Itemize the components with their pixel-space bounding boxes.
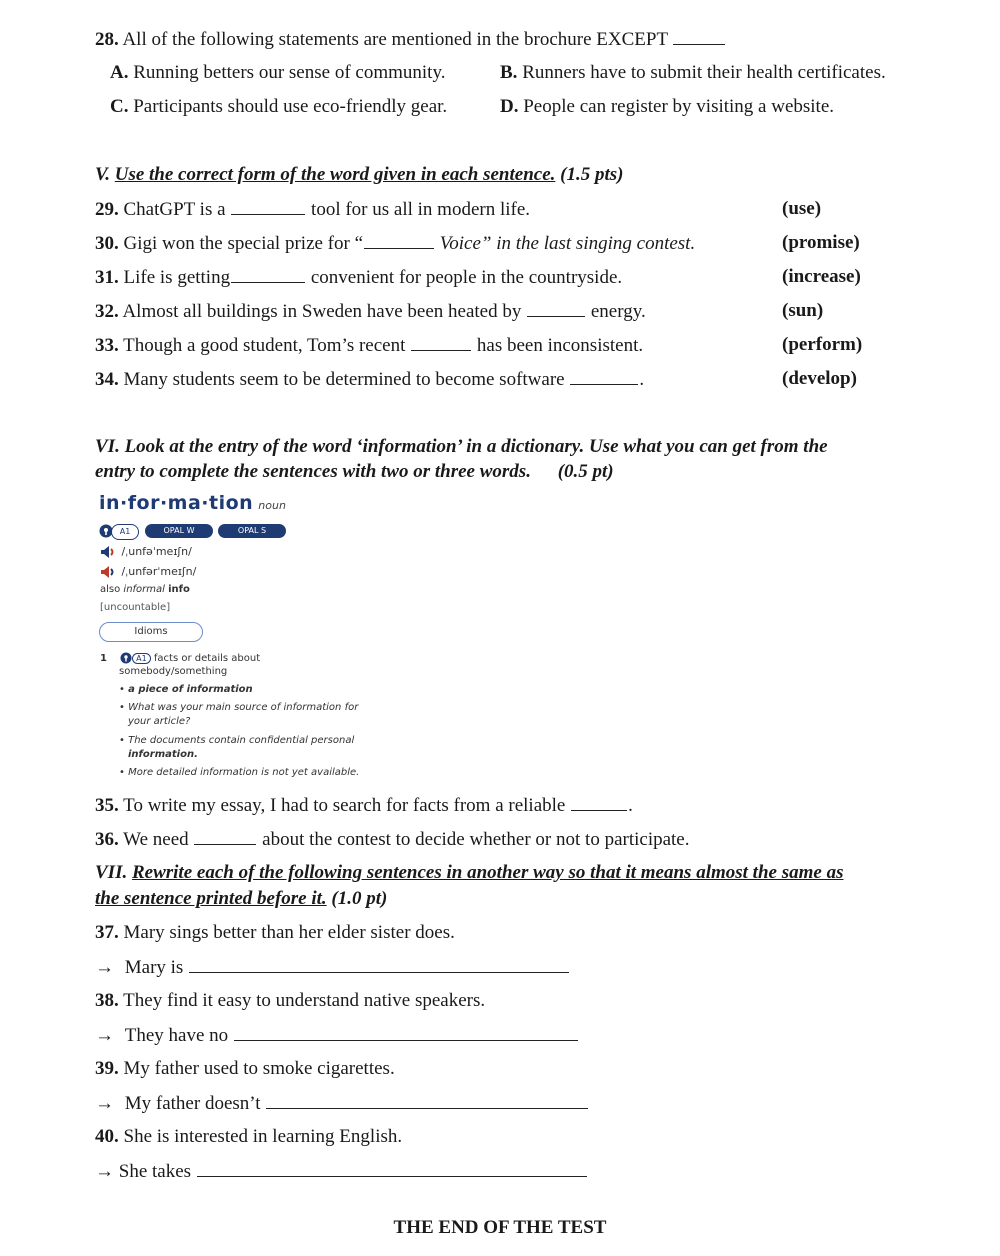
example-2-continued: your article? [128,716,191,727]
question-number: 39. [95,1058,119,1079]
example-text: The documents contain confidential personal [128,735,355,746]
option-text: People can register by visiting a website. [523,96,835,117]
question-30 [95,232,695,255]
definition-continued: somebody/something [119,666,228,677]
option-text: Participants should use eco-friendly gear. [133,96,448,117]
question-number: 38. [95,990,119,1011]
option-c[interactable] [110,96,447,118]
answer-blank[interactable] [527,300,585,317]
variant-word: info [168,584,190,595]
section-title: Rewrite each of the following sentences in another way so that it means almost the same as [131,862,844,883]
variant-register: informal [123,584,165,595]
sense-number: 1 [100,653,107,664]
question-text: They find it easy to understand native speakers. [123,990,486,1011]
speaker-icon[interactable] [100,546,118,558]
example-1: • a piece of information [119,684,253,695]
answer-blank[interactable] [231,266,305,283]
opal-w-badge[interactable]: OPAL W [145,524,213,538]
variant-form [100,584,190,595]
question-text: . [628,795,633,816]
answer-blank[interactable] [673,28,725,45]
question-text: Voice” in the last singing contest. [439,233,696,254]
question-text: Mary sings better than her elder sister does. [123,922,455,943]
option-b[interactable] [500,62,886,84]
section-6-heading-line-2 [95,461,614,483]
word-hint: (sun) [782,300,824,321]
section-title: entry to complete the sentences with two or three words. [95,461,531,482]
answer-blank[interactable] [231,198,305,215]
question-text: has been inconsistent. [476,335,644,356]
answer-line[interactable] [266,1092,588,1109]
example-3-continued: information. [128,749,198,760]
option-label: C. [110,96,129,117]
arrow-icon: → [95,1161,114,1182]
idioms-button[interactable]: Idioms [99,622,203,642]
question-text: Gigi won the special prize for “ [123,233,364,254]
question-number: 36. [95,829,119,850]
question-text: ChatGPT is a [123,199,226,220]
option-label: D. [500,96,519,117]
option-label: A. [110,62,129,83]
part-of-speech: noun [258,499,286,512]
pronunciation-uk [100,545,192,558]
question-34 [95,368,644,391]
question-text: She is interested in learning English. [123,1126,403,1147]
speaker-icon[interactable] [100,566,118,578]
question-text: All of the following statements are mentioned in the brochure EXCEPT [122,29,668,50]
answer-blank[interactable] [411,334,471,351]
answer-blank[interactable] [194,828,256,845]
section-points: (1.0 pt) [331,888,388,909]
question-39 [95,1058,395,1080]
answer-37 [95,956,570,979]
question-text: To write my essay, I had to search for facts from a reliable [123,795,566,816]
section-roman: VII. [95,862,128,883]
section-7-heading-line-2 [95,888,387,910]
option-text: Running betters our sense of community. [133,62,446,83]
question-32 [95,300,646,323]
cefr-level-badge [99,524,139,538]
question-33 [95,334,643,357]
sense-1 [100,652,260,664]
example-3: • The documents contain confidential personal [119,735,355,746]
question-number: 35. [95,795,119,816]
word-hint: (perform) [782,334,863,355]
sense-level: A1 [132,653,151,664]
example-text: More detailed information is not yet available. [128,767,360,778]
section-title: the sentence printed before it. [95,888,327,909]
example-4: • More detailed information is not yet available. [119,767,360,778]
question-text: Though a good student, Tom’s recent [123,335,406,356]
answer-39 [95,1092,589,1115]
section-7-heading-line-1 [95,862,843,884]
question-40 [95,1126,402,1148]
section-title: Use the correct form of the word given in each sentence. [114,164,556,185]
answer-start: My father doesn’t [124,1093,261,1114]
answer-blank[interactable] [570,368,638,385]
word-hint: (promise) [782,232,860,253]
example-2: • What was your main source of information for [119,702,359,713]
option-label: B. [500,62,518,83]
question-35 [95,794,633,817]
pronunciation-text: /ˌunfərˈmeɪʃn/ [121,565,197,578]
section-points: (1.5 pts) [560,164,624,185]
level-label: A1 [111,524,139,540]
answer-line[interactable] [189,956,569,973]
end-of-test: THE END OF THE TEST [393,1217,607,1238]
grammar-label: [uncountable] [100,602,171,613]
question-text: tool for us all in modern life. [311,199,531,220]
word-hint: (increase) [782,266,861,287]
question-31 [95,266,622,289]
question-number: 29. [95,199,119,220]
definition-text: facts or details about [153,653,261,664]
answer-38 [95,1024,579,1047]
question-number: 37. [95,922,119,943]
section-6-heading-line-1: VI. Look at the entry of the word ‘information’ in a dictionary. Use what you can get from the [95,436,828,457]
answer-start: She takes [118,1161,192,1182]
answer-line[interactable] [197,1160,587,1177]
question-38 [95,990,485,1012]
question-number: 28. [95,29,119,50]
arrow-icon: → [95,1025,114,1046]
option-text: Runners have to submit their health certificates. [522,62,886,83]
answer-start: Mary is [124,957,184,978]
answer-start: They have no [124,1025,229,1046]
question-number: 32. [95,301,119,322]
pronunciation-us [100,565,196,578]
arrow-icon: → [95,957,114,978]
answer-blank[interactable] [571,794,627,811]
section-points: (0.5 pt) [557,461,614,482]
arrow-icon: → [95,1093,114,1114]
question-37 [95,922,455,944]
option-d[interactable] [500,96,834,118]
opal-s-badge[interactable]: OPAL S [218,524,286,538]
answer-40 [95,1160,588,1183]
question-number: 31. [95,267,119,288]
option-a[interactable] [110,62,445,84]
word-hint: (develop) [782,368,857,389]
question-text: energy. [590,301,646,322]
example-text: a piece of information [128,684,253,695]
question-28 [95,28,726,51]
question-text: . [639,369,645,390]
question-text: Almost all buildings in Sweden have been heated by [122,301,522,322]
question-text: Many students seem to be determined to become software [123,369,565,390]
question-number: 40. [95,1126,119,1147]
question-text: My father used to smoke cigarettes. [123,1058,395,1079]
question-29 [95,198,530,221]
dictionary-headword-row [99,492,286,514]
example-text: What was your main source of information for [128,702,359,713]
question-number: 34. [95,369,119,390]
dictionary-headword: in·for·ma·tion [99,492,254,514]
section-roman: V. [95,164,110,185]
question-number: 30. [95,233,119,254]
answer-line[interactable] [234,1024,578,1041]
question-number: 33. [95,335,119,356]
answer-blank[interactable] [364,232,434,249]
question-text: We need [123,829,189,850]
question-36 [95,828,690,851]
variant-prefix: also [100,584,121,595]
question-text: convenient for people in the countryside. [310,267,623,288]
section-5-heading [95,164,623,186]
pronunciation-text: /ˌunfəˈmeɪʃn/ [121,545,192,558]
word-hint: (use) [782,198,822,219]
question-text: Life is getting [123,267,231,288]
question-text: about the contest to decide whether or not to participate. [262,829,690,850]
